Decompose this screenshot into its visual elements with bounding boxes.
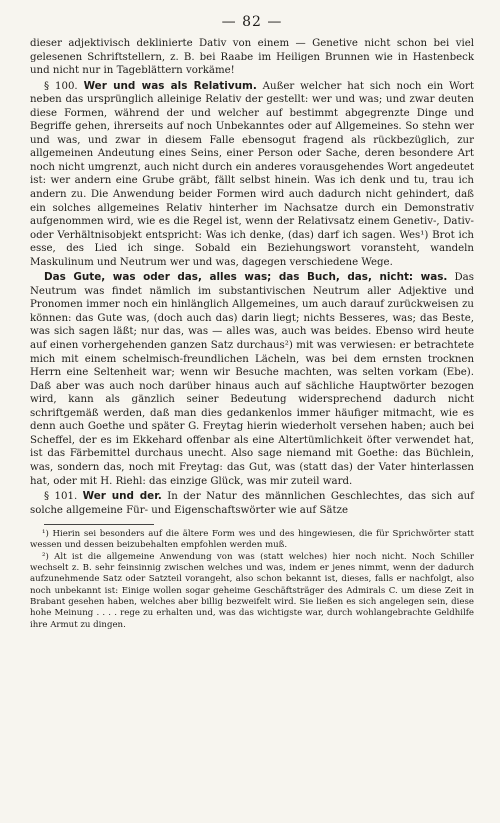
paragraph-continuation: dieser adjektivisch deklinierte Dativ von einem — Genetive nicht schon bei viel gelesenen Schriftstellern, z. B. bei Raabe im Heiligen Brunnen wie in Hastenbeck und nicht nur in Tageblättern vorkäme! bbox=[30, 38, 474, 77]
section-text: In der Natur des männlichen Geschlechtes, das sich auf solche allgemeine Für- und Eigenschaftswörter wie auf Sätze bbox=[30, 491, 474, 516]
section-title: Wer und der. bbox=[82, 490, 162, 503]
subsection-title: Das Gute, was oder das, alles was; das Buch, das, nicht: was. bbox=[44, 271, 448, 284]
subsection-gute bbox=[30, 271, 474, 488]
footnote-1: ¹) Hierin sei besonders auf die ältere Form wes und des hingewiesen, die für Sprichwörter statt wessen und dessen beizubehalten empfohlen werden muß. bbox=[30, 529, 474, 551]
footnote-divider bbox=[44, 524, 154, 525]
section-100 bbox=[30, 80, 474, 270]
subsection-text: Das Neutrum was findet nämlich im substantivischen Neutrum aller Adjektive und Pronomen immer noch ein hinlänglich Allgemeines, um auch darauf zurückweisen zu können: das Gute was, (doch auch das) darin liegt; nichts Besseres, was; das Beste, was sich sagen läßt; nur das, was — alles was, auch was beides. Ebenso wird heute auf einen vorhergehenden ganzen Satz durchaus²) mit was verwiesen: er betrachtete mich mit einem schelmisch-freundlichen Lächeln, was bei dem ernsten trocknen Herrn eine Seltenheit war; wenn wir Besuche machten, was selten vorkam (Ebe). Daß aber was auch noch darüber hinaus auch auf sächliche Hauptwörter bezogen wird, kann als gänzlich seiner Bedeutung widersprechend dadurch nicht schriftgemäß werden, daß man dies gedankenlos immer häufiger mitmacht, wie es denn auch Goethe und später G. Freytag hierin wiederholt versehen haben; auch bei Scheffel, der es im Ekkehard offenbar als eine Altertümlichkeit öfter verwendet hat, ist das Färbemittel durchaus unecht. Also sage niemand mit Goethe: das Büchlein, was, sondern das, noch mit Freytag: das Gut, was (statt das) der Vater hinterlassen hat, oder mit H. Riehl: das einzige Glück, was mir zuteil ward. bbox=[30, 272, 474, 487]
section-title: Wer und was als Relativum. bbox=[83, 79, 257, 92]
section-text: Außer welcher hat sich noch ein Wort neben das ursprünglich alleinige Relativ der gestellt: wer und was; und zwar deuten diese Formen, während der und welcher auf bestimmt abgegrenzte Dinge und Begriffe gehen, ihrerseits auf noch Unbekanntes oder auf Allgemeines. So stehn wer und was, und zwar in diesem Falle ebensogut fragend als rückbezüglich, zur allgemeinen Andeutung eines Seins, einer Person oder Sache, deren besondere Art noch nicht umgrenzt, auch nicht durch ein anderes vorausgehendes Wort angedeutet ist: wer andern eine Grube gräbt, fällt selbst hinein. Was ich denk und tu, trau ich andern zu. Die Anwendung beider Formen wird auch dadurch nicht gehindert, daß ein solches allgemeines Relativ hinterher im Nachsatze durch ein Demonstrativ aufgenommen wird, wie es die Regel ist, wenn der Relativsatz einem Genetiv-, Dativ- oder Verhältnisobjekt entspricht: Was ich denke, (das) darf ich sagen. Wes¹) Brot ich esse, des Lied ich singe. Sobald ein Beziehungswort voransteht, wandeln Maskulinum und Neutrum wer und was, dagegen verschiedene Wege. bbox=[30, 80, 474, 268]
section-number: § 100. bbox=[44, 80, 78, 92]
section-101 bbox=[30, 490, 474, 517]
section-number: § 101. bbox=[44, 491, 78, 503]
page-number: — 82 — bbox=[221, 14, 283, 30]
footnote-2: ²) Alt ist die allgemeine Anwendung von was (statt welches) hier noch nicht. Noch Schiller wechselt z. B. sehr feinsinnig zwischen welches und was, indem er jenes nimmt, wenn der dadurch aufzunehmende Satz oder Satzteil vorangeht, also schon bekannt ist, dieses, falls er nachfolgt, also noch unbekannt ist: Einige wollen sogar geheime Geschäftsträger des Admirals C. um diese Zeit in Brabant gesehen haben, welches aber billig bezweifelt wird. Sie ließen es sich angelegen sein, diese hohe Meinung . . . . rege zu erhalten und, was das wichtigste war, durch wohlangebrachte Geldhilfe ihre Armut zu dingen. bbox=[30, 551, 474, 630]
